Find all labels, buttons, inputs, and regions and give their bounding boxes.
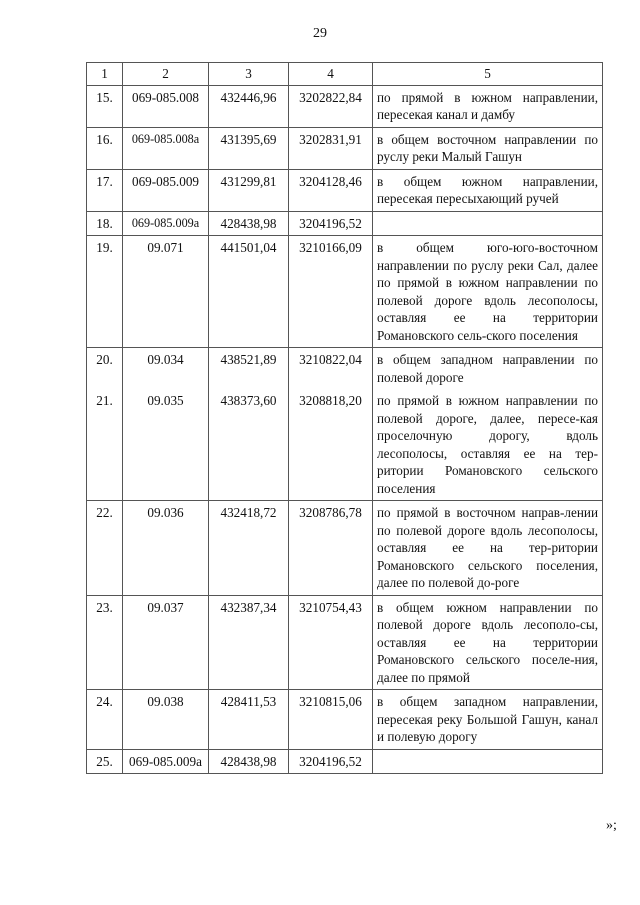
row-number: 17.	[87, 169, 123, 211]
y-coordinate: 3202831,91	[289, 127, 373, 169]
point-code: 069-085.009а	[123, 749, 209, 774]
boundary-points-table	[86, 62, 603, 774]
y-coordinate: 3204128,46	[289, 169, 373, 211]
x-coordinate: 431299,81	[209, 169, 289, 211]
x-coordinate: 432387,34	[209, 595, 289, 690]
y-coordinate: 3208786,78	[289, 501, 373, 596]
boundary-description	[373, 211, 603, 236]
y-coordinate: 3208818,20	[289, 389, 373, 501]
y-coordinate: 3204196,52	[289, 211, 373, 236]
point-code: 069-085.009	[123, 169, 209, 211]
row-number: 18.	[87, 211, 123, 236]
y-coordinate: 3210754,43	[289, 595, 373, 690]
row-number: 22.	[87, 501, 123, 596]
boundary-description: в общем западном направлении по полевой дороге	[373, 348, 603, 390]
row-number: 19.	[87, 236, 123, 348]
y-coordinate: 3202822,84	[289, 85, 373, 127]
column-header: 2	[123, 63, 209, 86]
row-number: 15.	[87, 85, 123, 127]
x-coordinate: 428438,98	[209, 211, 289, 236]
table-row	[87, 389, 603, 501]
boundary-description: по прямой в южном направлении по полевой дороге, далее, пересе-кая проселочную дорогу, вдоль лесополосы, оставляя ее на тер-ритории Романовского сельского поселения	[373, 389, 603, 501]
point-code: 09.037	[123, 595, 209, 690]
boundary-description	[373, 749, 603, 774]
y-coordinate: 3204196,52	[289, 749, 373, 774]
table-row	[87, 211, 603, 236]
y-coordinate: 3210166,09	[289, 236, 373, 348]
column-header: 3	[209, 63, 289, 86]
column-header: 5	[373, 63, 603, 86]
row-number: 16.	[87, 127, 123, 169]
row-number: 25.	[87, 749, 123, 774]
boundary-description: по прямой в южном направлении, пересекая канал и дамбу	[373, 85, 603, 127]
y-coordinate: 3210822,04	[289, 348, 373, 390]
boundary-description: в общем западном направлении, пересекая реку Большой Гашун, канал и полевую дорогу	[373, 690, 603, 750]
column-header: 4	[289, 63, 373, 86]
table-row	[87, 348, 603, 390]
x-coordinate: 438373,60	[209, 389, 289, 501]
boundary-description: по прямой в восточном направ-лении по полевой дороге вдоль лесополосы, оставляя ее на тер-ритории Романовского сельского поселения, далее по полевой до-роге	[373, 501, 603, 596]
x-coordinate: 432418,72	[209, 501, 289, 596]
x-coordinate: 428438,98	[209, 749, 289, 774]
boundary-description: в общем южном направлении по полевой дороге вдоль лесополо-сы, оставляя ее на территории Романовского сельского поселе-ния, далее по прямой	[373, 595, 603, 690]
point-code: 09.038	[123, 690, 209, 750]
x-coordinate: 428411,53	[209, 690, 289, 750]
table-row	[87, 690, 603, 750]
boundary-description: в общем юго-юго-восточном направлении по руслу реки Сал, далее по прямой в южном направлении по полевой дороге вдоль лесополосы, оставляя ее на территории Романовского сель-ского поселения	[373, 236, 603, 348]
column-header: 1	[87, 63, 123, 86]
point-code: 09.036	[123, 501, 209, 596]
page-number: 29	[313, 26, 327, 41]
point-code: 09.034	[123, 348, 209, 390]
point-code: 069-085.008а	[123, 127, 209, 169]
point-code: 09.035	[123, 389, 209, 501]
x-coordinate: 438521,89	[209, 348, 289, 390]
boundary-description: в общем южном направлении, пересекая пересыхающий ручей	[373, 169, 603, 211]
x-coordinate: 432446,96	[209, 85, 289, 127]
row-number: 21.	[87, 389, 123, 501]
row-number: 20.	[87, 348, 123, 390]
boundary-description: в общем восточном направлении по руслу реки Малый Гашун	[373, 127, 603, 169]
x-coordinate: 441501,04	[209, 236, 289, 348]
table-row	[87, 595, 603, 690]
point-code: 069-085.008	[123, 85, 209, 127]
table-row	[87, 749, 603, 774]
y-coordinate: 3210815,06	[289, 690, 373, 750]
x-coordinate: 431395,69	[209, 127, 289, 169]
closing-quote-mark: »;	[606, 818, 617, 833]
row-number: 23.	[87, 595, 123, 690]
table-row	[87, 501, 603, 596]
table-row	[87, 85, 603, 127]
table-row	[87, 169, 603, 211]
point-code: 069-085.009а	[123, 211, 209, 236]
table-header-row	[87, 63, 603, 86]
table-row	[87, 236, 603, 348]
row-number: 24.	[87, 690, 123, 750]
point-code: 09.071	[123, 236, 209, 348]
table-row	[87, 127, 603, 169]
